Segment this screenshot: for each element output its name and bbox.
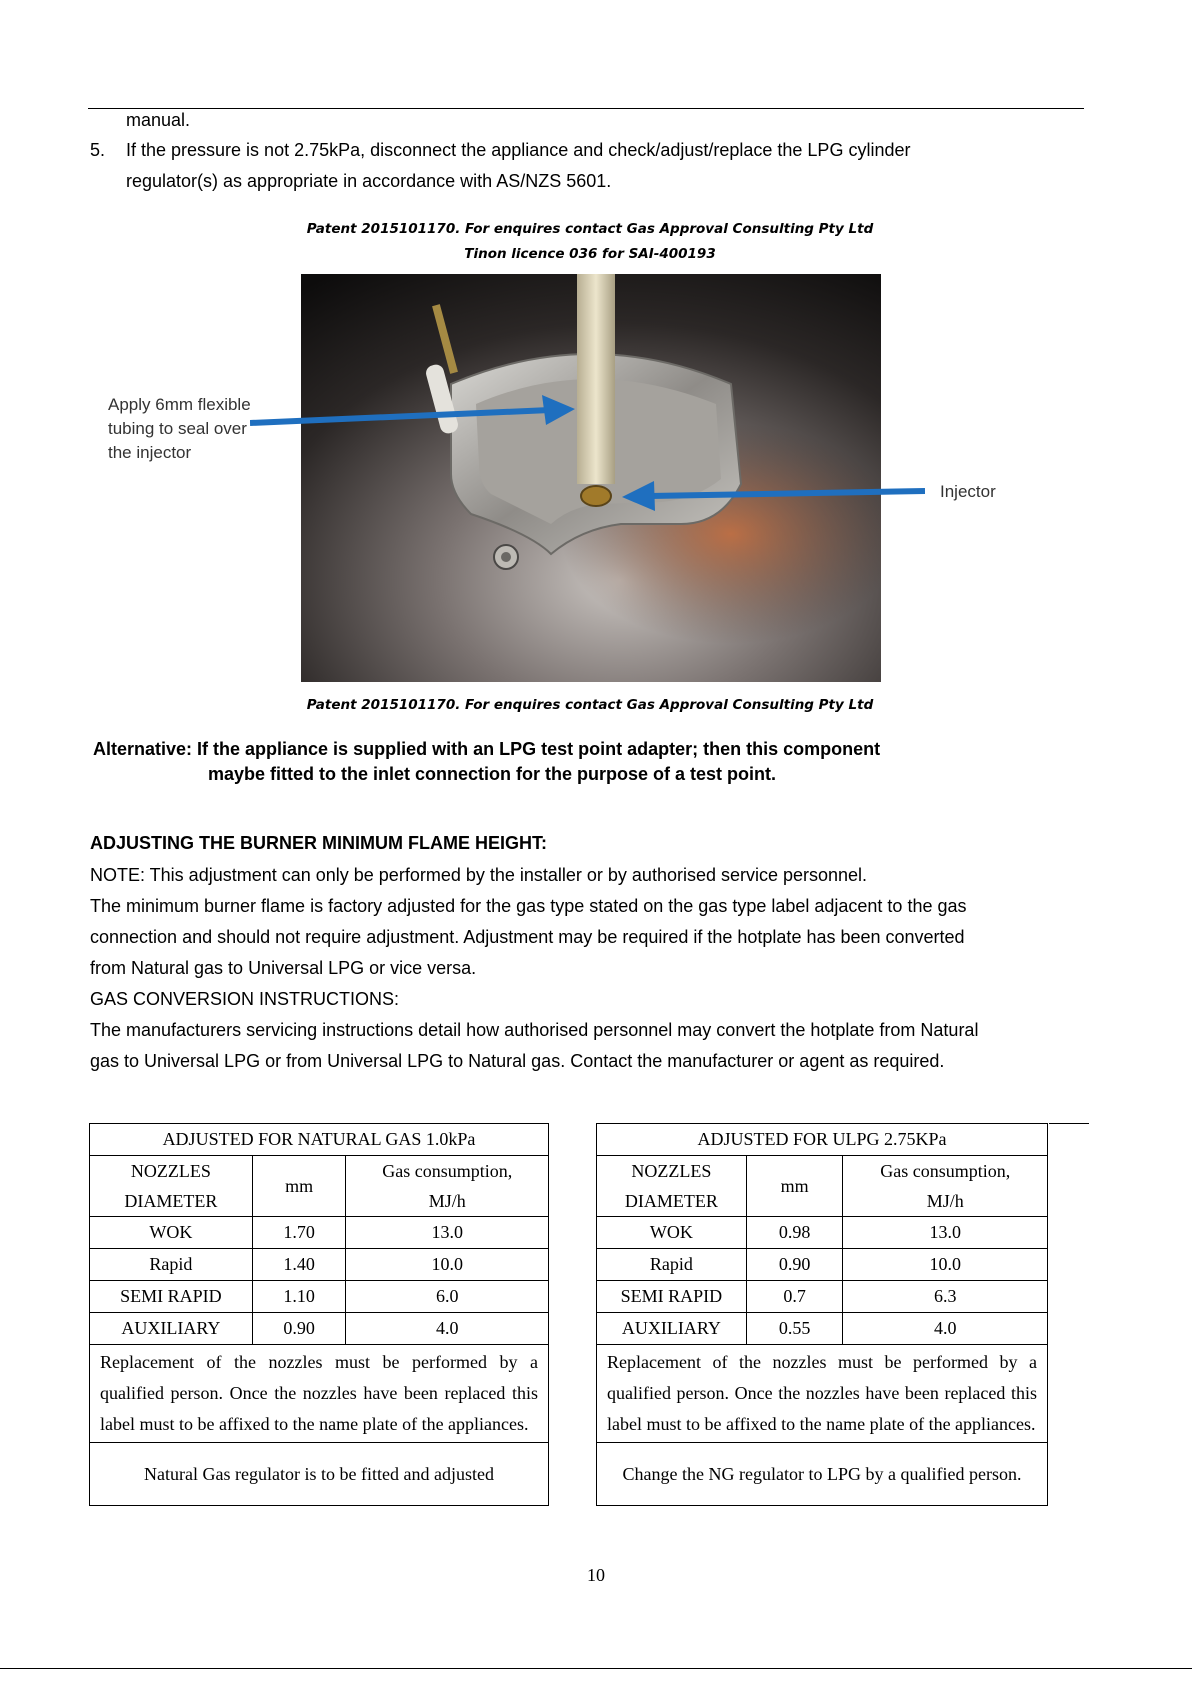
continued-text: manual. <box>126 110 191 130</box>
table-title: ADJUSTED FOR NATURAL GAS 1.0kPa <box>90 1124 549 1156</box>
alternative-line2: maybe fitted to the inlet connection for the purpose of a test point. <box>208 764 777 784</box>
body-line: GAS CONVERSION INSTRUCTIONS: <box>90 989 400 1009</box>
table-row: Rapid 0.90 10.0 <box>597 1249 1048 1281</box>
body-line: connection and should not require adjustment. Adjustment may be required if the hotplate has been converted <box>90 927 965 947</box>
mm-header: mm <box>746 1156 843 1217</box>
body-line: from Natural gas to Universal LPG or vice versa. <box>90 958 477 978</box>
injector-label: Injector <box>940 482 996 501</box>
alternative-line1: Alternative: If the appliance is supplied with an LPG test point adapter; then this component <box>93 739 881 759</box>
ulpg-table <box>596 1123 1048 1506</box>
page-number: 10 <box>587 1565 605 1585</box>
patent-caption-bottom: Patent 2015101170. For enquires contact Gas Approval Consulting Pty Ltd <box>306 697 874 713</box>
licence-caption: Tinon licence 036 for SAI-400193 <box>464 246 716 262</box>
mm-header: mm <box>252 1156 346 1217</box>
list-number: 5. <box>90 140 106 160</box>
table-row: SEMI RAPID 0.7 6.3 <box>597 1281 1048 1313</box>
consumption-header: Gas consumption, MJ/h <box>346 1156 549 1217</box>
right-rule <box>1049 1123 1089 1124</box>
body-line: gas to Universal LPG or from Universal LPG to Natural gas. Contact the manufacturer or agent as required. <box>90 1051 945 1071</box>
section-heading: ADJUSTING THE BURNER MINIMUM FLAME HEIGHT: <box>90 833 547 853</box>
regulator-note: Natural Gas regulator is to be fitted and adjusted <box>90 1443 549 1506</box>
nozzles-header: NOZZLES DIAMETER <box>90 1156 253 1217</box>
regulator-note: Change the NG regulator to LPG by a qualified person. <box>597 1443 1048 1506</box>
tubing-arrow <box>250 395 580 435</box>
table-row: WOK 1.70 13.0 <box>90 1217 549 1249</box>
natural-gas-table <box>89 1123 549 1506</box>
table-row: Rapid 1.40 10.0 <box>90 1249 549 1281</box>
patent-caption-top: Patent 2015101170. For enquires contact Gas Approval Consulting Pty Ltd <box>306 221 874 237</box>
table-row: AUXILIARY 0.55 4.0 <box>597 1313 1048 1345</box>
injector-arrow <box>620 475 925 515</box>
table-row: WOK 0.98 13.0 <box>597 1217 1048 1249</box>
replacement-note: Replacement of the nozzles must be performed by a qualified person. Once the nozzles have been replaced this label must to be affixed to the name plate of the appliances. <box>597 1345 1048 1443</box>
consumption-header: Gas consumption, MJ/h <box>843 1156 1048 1217</box>
table-title: ADJUSTED FOR ULPG 2.75KPa <box>597 1124 1048 1156</box>
item5-line2: regulator(s) as appropriate in accordance with AS/NZS 5601. <box>126 171 612 191</box>
body-line: The minimum burner flame is factory adjusted for the gas type stated on the gas type label adjacent to the gas <box>90 896 967 916</box>
table-row: AUXILIARY 0.90 4.0 <box>90 1313 549 1345</box>
replacement-note: Replacement of the nozzles must be performed by a qualified person. Once the nozzles have been replaced this label must to be affixed to the name plate of the appliances. <box>90 1345 549 1443</box>
body-line: The manufacturers servicing instructions detail how authorised personnel may convert the hotplate from Natural <box>90 1020 979 1040</box>
table-row: SEMI RAPID 1.10 6.0 <box>90 1281 549 1313</box>
body-line: NOTE: This adjustment can only be performed by the installer or by authorised service personnel. <box>90 865 868 885</box>
item5-line1: If the pressure is not 2.75kPa, disconnect the appliance and check/adjust/replace the LPG cylinder <box>126 140 911 160</box>
nozzles-header: NOZZLES DIAMETER <box>597 1156 747 1217</box>
top-rule <box>88 108 1084 109</box>
bottom-rule <box>0 1668 1192 1669</box>
tubing-label: Apply 6mm flexible tubing to seal over the injector <box>108 395 251 462</box>
body-paragraphs <box>90 860 1090 1077</box>
